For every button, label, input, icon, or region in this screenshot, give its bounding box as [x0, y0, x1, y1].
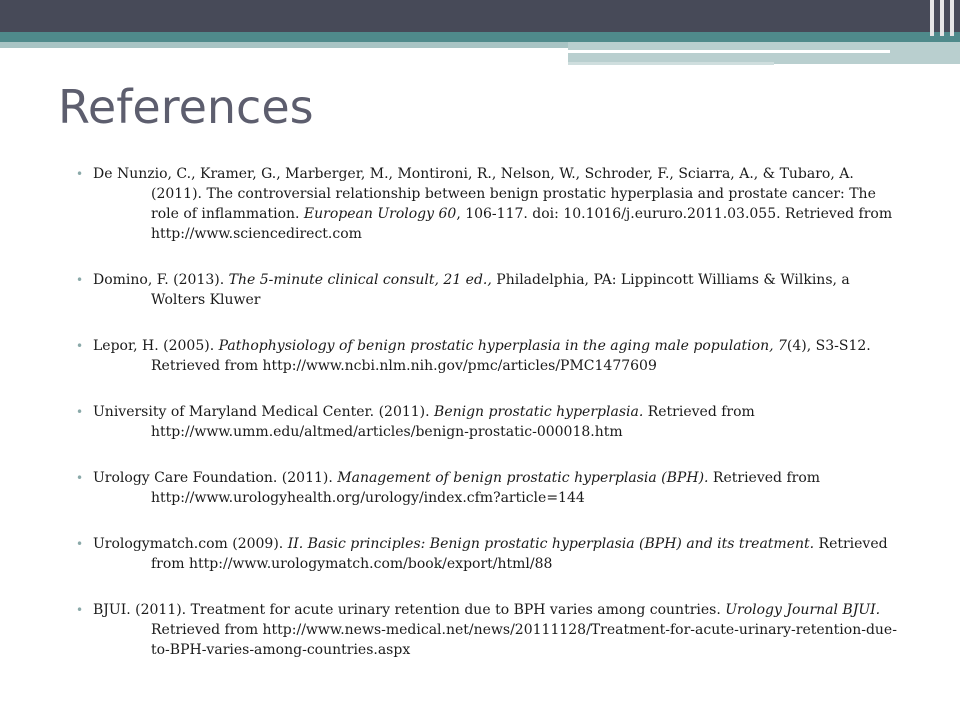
reference-item: [76, 336, 906, 376]
reference-source: Pathophysiology of benign prostatic hyperplasia in the aging male population, 7: [218, 338, 787, 354]
bullet-icon: •: [76, 471, 84, 485]
reference-item: [76, 270, 906, 310]
reference-item: [76, 600, 906, 660]
reference-item: [76, 468, 906, 508]
reference-text: Lepor, H. (2005).: [93, 338, 219, 354]
bullet-icon: •: [76, 273, 84, 287]
reference-source: Management of benign prostatic hyperplasia (BPH).: [337, 470, 709, 486]
reference-source: European Urology 60: [303, 206, 457, 222]
reference-text: Retrieved from http://www.urologymatch.com/book/export/html/88: [151, 536, 888, 572]
reference-source: The 5-minute clinical consult, 21 ed.,: [228, 272, 492, 288]
reference-text: BJUI. (2011). Treatment for acute urinary retention due to BPH varies among countries.: [93, 602, 726, 618]
reference-item: [76, 402, 906, 442]
reference-text: Urology Care Foundation. (2011).: [93, 470, 338, 486]
corner-stripe: [940, 0, 944, 36]
reference-item: [76, 534, 906, 574]
header-bar-dark: [0, 0, 960, 32]
reference-text: Urologymatch.com (2009).: [93, 536, 288, 552]
reference-text: Retrieved from http://www.news-medical.net/news/20111128/Treatment-for-acute-urinary-retention-due-to-BPH-varies-among-countries.aspx: [151, 622, 897, 658]
header-bar-teal: [0, 32, 960, 42]
reference-text: De Nunzio, C., Kramer, G., Marberger, M., Montironi, R., Nelson, W., Schroder, F., Sciarra, A., & Tubaro, A. (2011). The controversial relationship between benign prostatic hyperplasia and prostate cancer: The role of inflammation.: [93, 166, 876, 222]
bullet-icon: •: [76, 537, 84, 551]
reference-text: Domino, F. (2013).: [93, 272, 229, 288]
slide-title: References: [58, 80, 314, 134]
bullet-icon: •: [76, 167, 84, 181]
bullet-icon: •: [76, 603, 84, 617]
reference-item: [76, 164, 906, 244]
reference-text: University of Maryland Medical Center. (2011).: [93, 404, 435, 420]
reference-source: Benign prostatic hyperplasia.: [434, 404, 644, 420]
bullet-icon: •: [76, 405, 84, 419]
reference-source: Urology Journal BJUI.: [725, 602, 881, 618]
reference-source: II. Basic principles: Benign prostatic hyperplasia (BPH) and its treatment.: [287, 536, 815, 552]
header-accent-line-lower: [568, 62, 774, 65]
reference-text: Retrieved from http://www.urologyhealth.org/urology/index.cfm?article=144: [151, 470, 821, 506]
reference-list: [76, 164, 906, 686]
bullet-icon: •: [76, 339, 84, 353]
header-accent-line: [568, 50, 890, 53]
reference-text: Philadelphia, PA: Lippincott Williams & Wilkins, a Wolters Kluwer: [151, 272, 850, 308]
header-bar-light: [0, 42, 568, 48]
reference-text: , 106-117. doi: 10.1016/j.eururo.2011.03.055. Retrieved from http://www.sciencedirect.com: [151, 206, 893, 242]
corner-stripe: [930, 0, 934, 36]
reference-text: Retrieved from http://www.umm.edu/altmed/articles/benign-prostatic-000018.htm: [151, 404, 755, 440]
reference-text: (4), S3-S12. Retrieved from http://www.ncbi.nlm.nih.gov/pmc/articles/PMC1477609: [151, 338, 871, 374]
corner-stripes: [926, 0, 960, 36]
corner-stripe: [950, 0, 954, 36]
header-bar-light-right: [568, 42, 960, 64]
